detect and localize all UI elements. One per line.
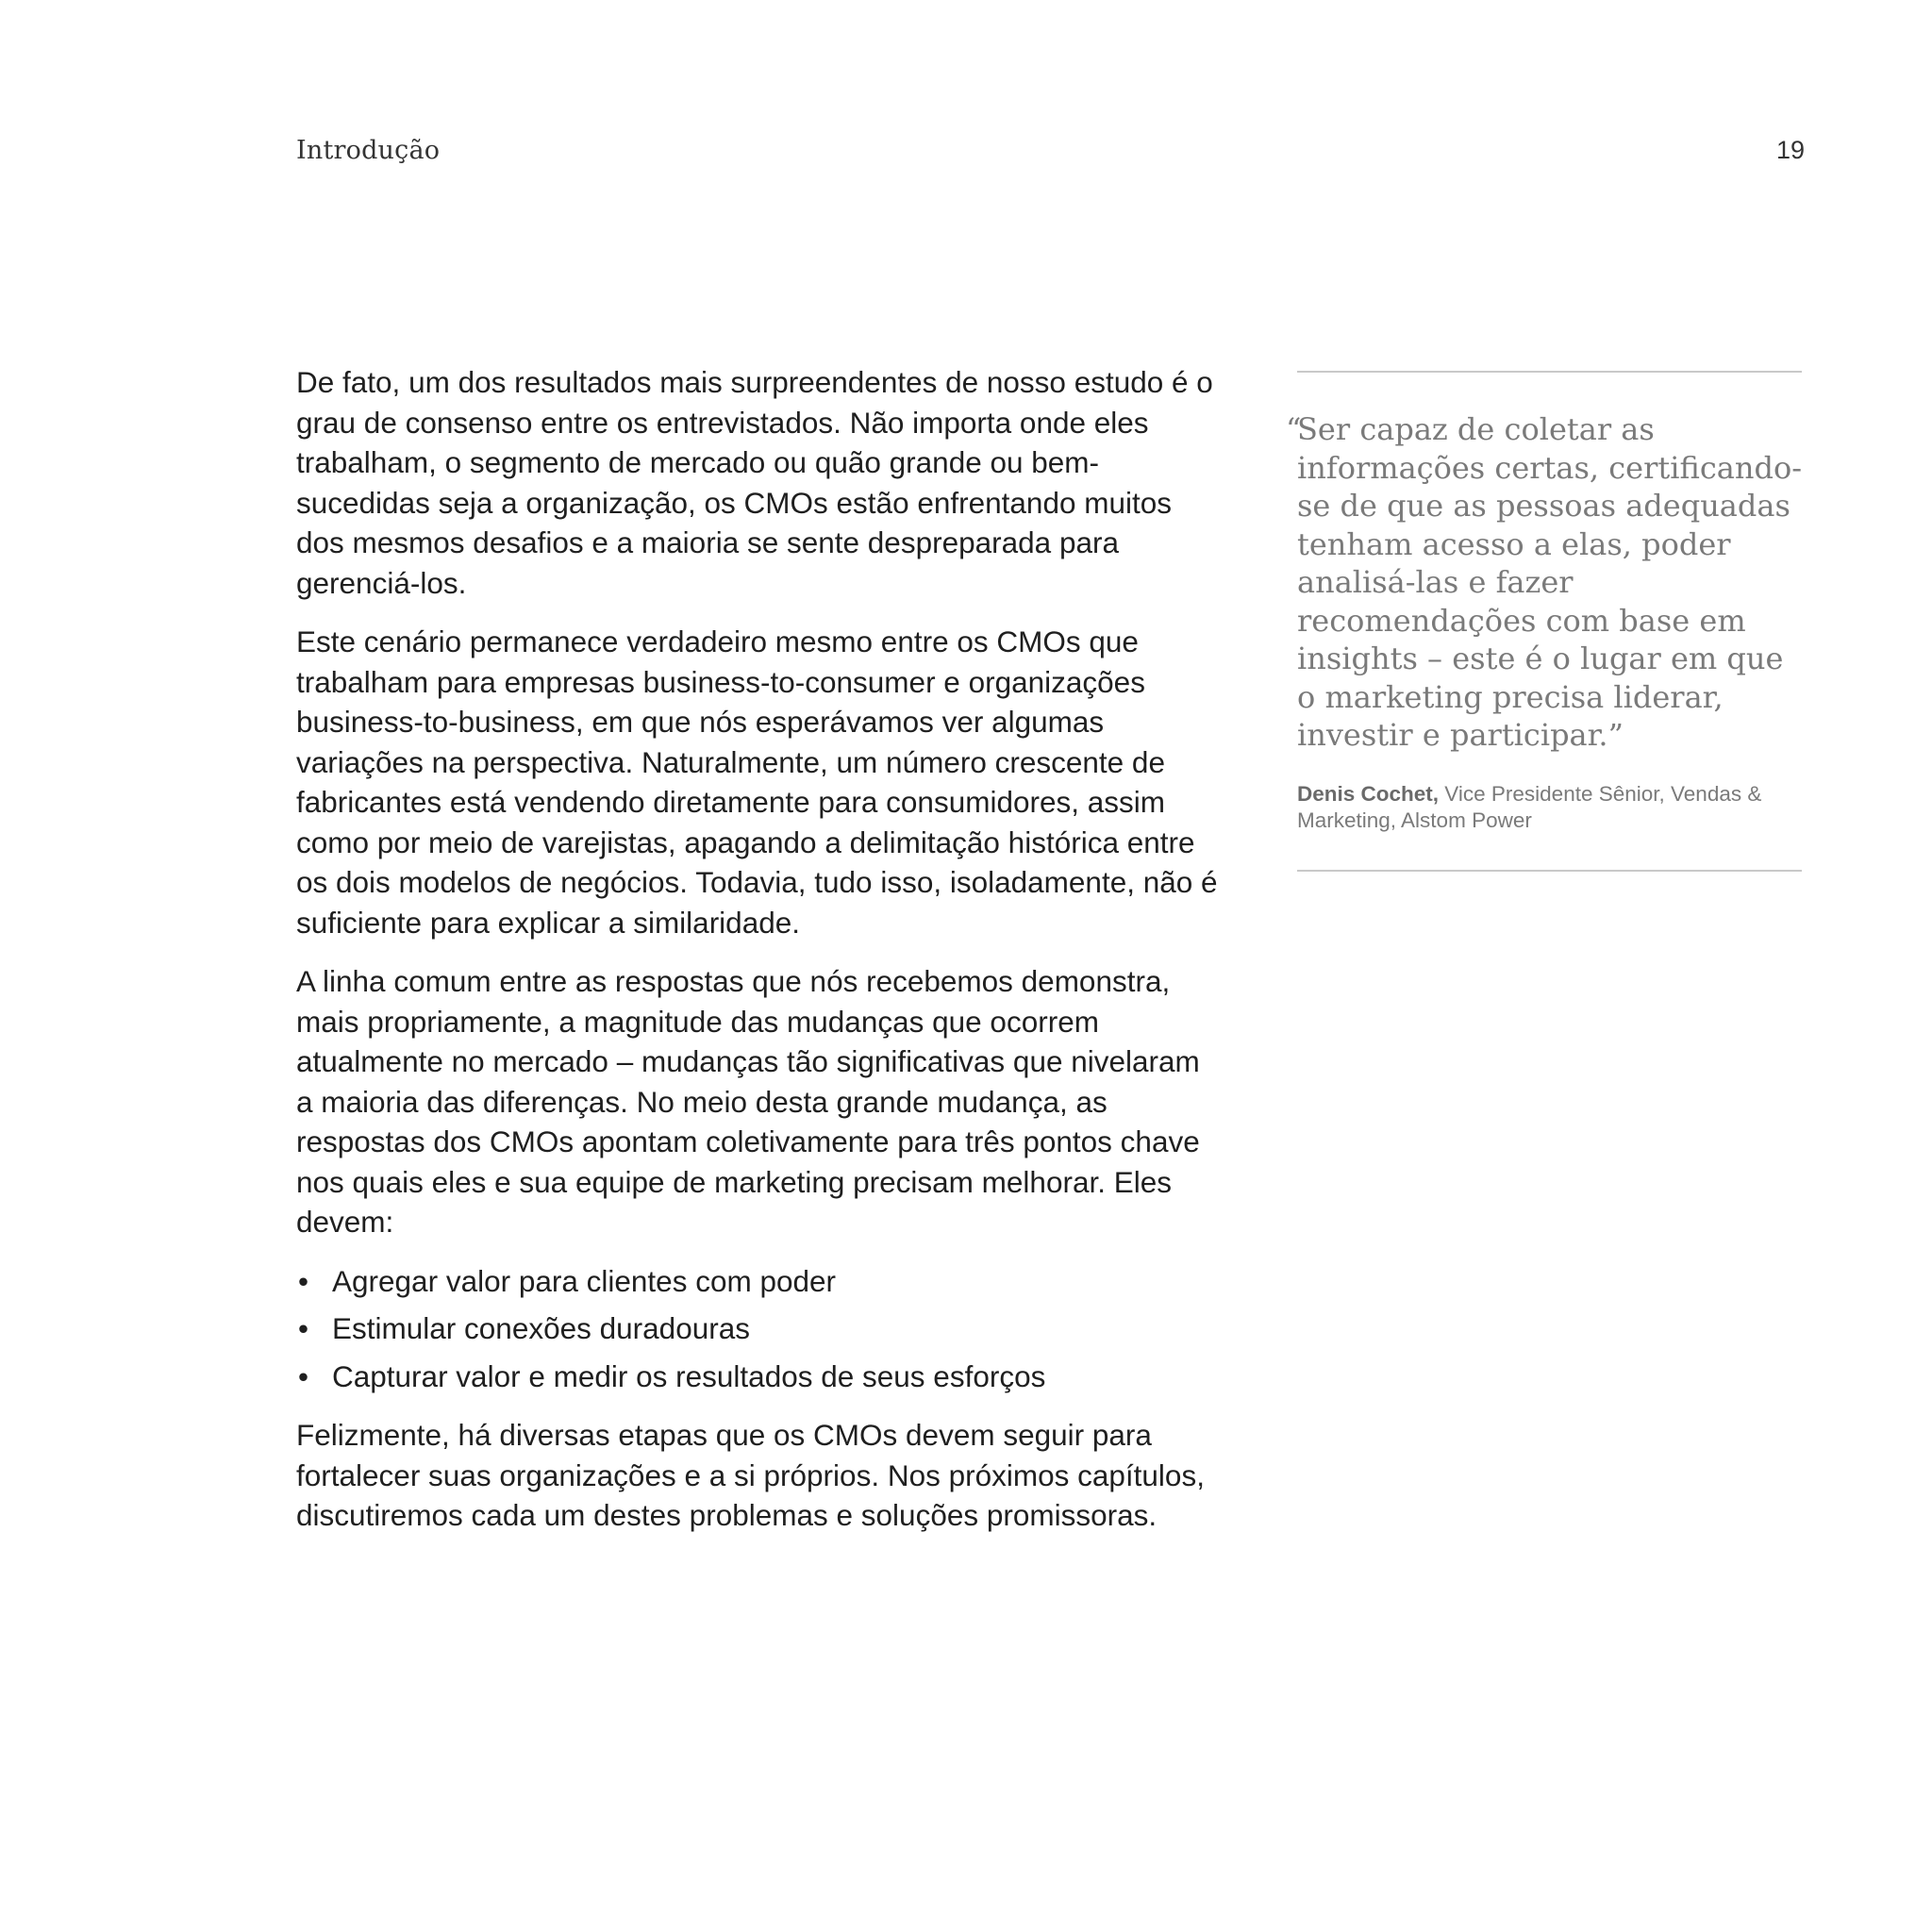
body-paragraph-3: A linha comum entre as respostas que nós recebemos demonstra, mais propriamente, a magnitude das mudanças que ocorrem atualmente no mercado – mudanças tão significativas que nivelaram a maioria das diferenças. No meio desta grande mudança, as respostas dos CMOs apontam coletivamente para três pontos chave nos quais eles e sua equipe de marketing precisam melhorar. Eles devem:	[296, 964, 1200, 1239]
bullet-list	[296, 1261, 1221, 1397]
sidebar-top-divider	[1297, 371, 1802, 373]
bullet-item-text: Agregar valor para clientes com poder	[332, 1263, 837, 1298]
bullet-item	[296, 1308, 1221, 1349]
pull-quote-text: Ser capaz de coletar as informações certas, certificando-se de que as pessoas adequadas tenham acesso a elas, poder analisá-las e fazer recomendações com base em insights – este é o lugar em que o marketing precisa liderar, investir e participar.”	[1297, 411, 1803, 753]
page-number: 19	[1775, 136, 1805, 164]
bullet-item-text: Estimular conexões duradouras	[332, 1311, 750, 1345]
bullet-item	[296, 1261, 1221, 1302]
sidebar-bottom-divider	[1297, 870, 1802, 872]
main-body-text	[296, 362, 1221, 1555]
bullet-item	[296, 1357, 1221, 1397]
quote-author-role: Vice Presidente Sênior, Vendas & Marketing, Alstom Power	[1297, 781, 1762, 832]
pull-quote	[1286, 410, 1803, 755]
bullet-dot-icon: •	[298, 1311, 309, 1345]
body-paragraph-1: De fato, um dos resultados mais surpreendentes de nosso estudo é o grau de consenso entre os entrevistados. Não importa onde eles trabalham, o segmento de mercado ou quão grande ou bem-sucedidas seja a organização, os CMOs estão enfrentando muitos dos mesmos desafios e a maioria se sente despreparada para gerenciá-los.	[296, 365, 1213, 600]
pull-quote-sidebar	[1286, 371, 1803, 872]
quote-attribution	[1297, 781, 1802, 834]
bullet-dot-icon: •	[298, 1358, 309, 1393]
open-quote-mark: “	[1286, 411, 1302, 447]
bullet-dot-icon: •	[298, 1263, 309, 1298]
quote-author: Denis Cochet,	[1297, 781, 1440, 806]
body-paragraph-4: Felizmente, há diversas etapas que os CMOs devem seguir para fortalecer suas organizações e a si próprios. Nos próximos capítulos, discutiremos cada um destes problemas e soluções promissoras.	[296, 1418, 1205, 1532]
running-header-section: Introdução	[296, 136, 441, 165]
body-paragraph-2: Este cenário permanece verdadeiro mesmo entre os CMOs que trabalham para empresas business-to-consumer e organizações business-to-business, em que nós esperávamos ver algumas variações na perspectiva. Naturalmente, um número crescente de fabricantes está vendendo diretamente para consumidores, assim como por meio de varejistas, apagando a delimitação histórica entre os dois modelos de negócios. Todavia, tudo isso, isoladamente, não é suficiente para explicar a similaridade.	[296, 625, 1218, 940]
bullet-item-text: Capturar valor e medir os resultados de seus esforços	[332, 1358, 1046, 1393]
